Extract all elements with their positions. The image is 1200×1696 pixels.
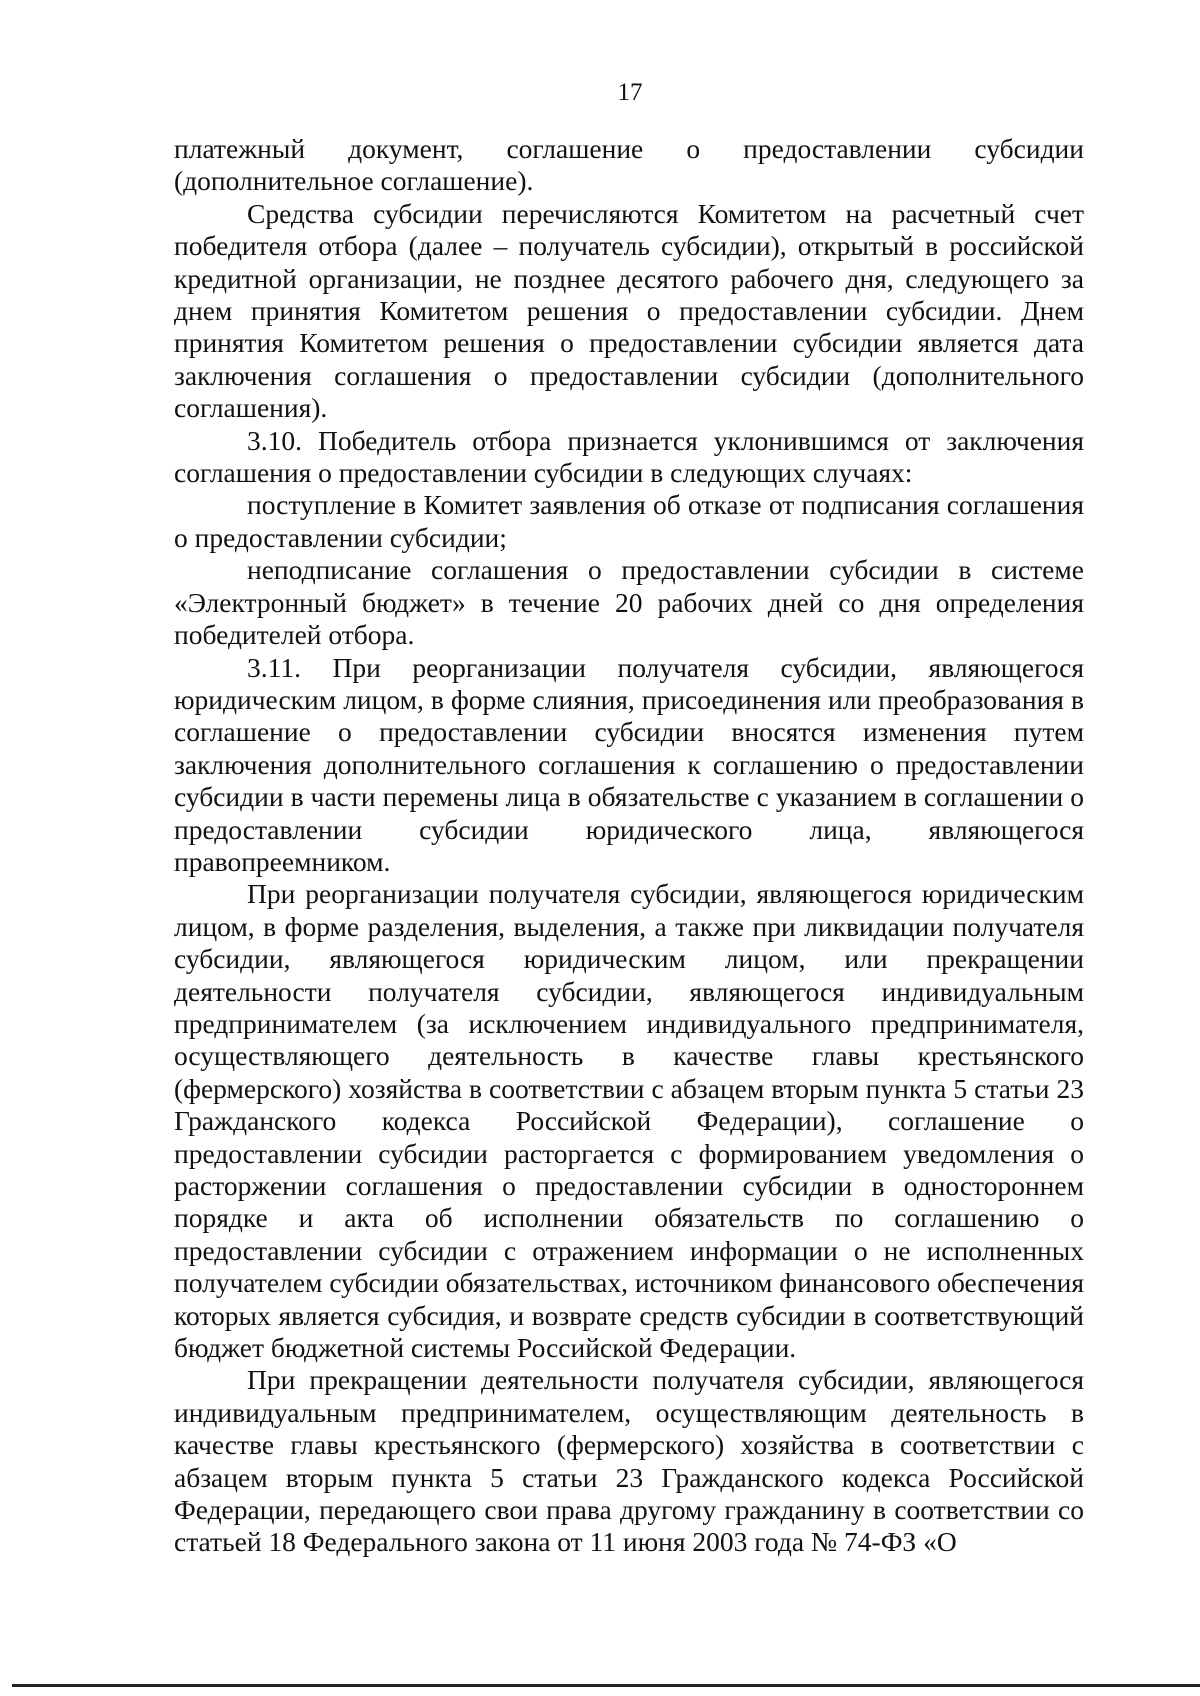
paragraph-farm-head-termination: При прекращении деятельности получателя субсидии, являющегося индивидуальным предпринимателем, осуществляющим деятельность в качестве главы крестьянского (фермерского) хозяйства в соответствии с абзацем вторым пункта 5 статьи 23 Гражданского кодекса Российской Федерации, передающего свои права другому гражданину в соответствии со статьей 18 Федерального закона от 11 июня 2003 года № 74-ФЗ «О bbox=[174, 1364, 1084, 1558]
paragraph-3-11: 3.11. При реорганизации получателя субсидии, являющегося юридическим лицом, в форме слияния, присоединения или преобразования в соглашение о предоставлении субсидии вносятся изменения путем заключения дополнительного соглашения к соглашению о предоставлении субсидии в части перемены лица в обязательстве с указанием в соглашении о предоставлении субсидии юридического лица, являющегося правопреемником. bbox=[174, 651, 1084, 877]
paragraph-reorganization-termination: При реорганизации получателя субсидии, являющегося юридическим лицом, в форме разделения, выделения, а также при ликвидации получателя субсидии, являющегося юридическим лицом, или прекращении деятельности получателя субсидии, являющегося индивидуальным предпринимателем (за исключением индивидуального предпринимателя, осуществляющего деятельность в качестве главы крестьянского (фермерского) хозяйства в соответствии с абзацем вторым пункта 5 статьи 23 Гражданского кодекса Российской Федерации), соглашение о предоставлении субсидии расторгается с формированием уведомления о расторжении соглашения о предоставлении субсидии в одностороннем порядке и акта об исполнении обязательств по соглашению о предоставлении субсидии с отражением информации о не исполненных получателем субсидии обязательствах, источником финансового обеспечения которых является субсидия, и возврате средств субсидии в соответствующий бюджет бюджетной системы Российской Федерации. bbox=[174, 878, 1084, 1364]
paragraph-refusal-case: поступление в Комитет заявления об отказе от подписания соглашения о предоставлении субсидии; bbox=[174, 489, 1084, 553]
page-number: 17 bbox=[617, 79, 643, 106]
scan-edge-line bbox=[12, 1684, 1200, 1687]
paragraph-continuation: платежный документ, соглашение о предоставлении субсидии (дополнительное соглашение). bbox=[174, 133, 1084, 197]
paragraph-3-10: 3.10. Победитель отбора признается уклонившимся от заключения соглашения о предоставлении субсидии в следующих случаях: bbox=[174, 424, 1084, 489]
document-body bbox=[174, 133, 1084, 1559]
paragraph-unsigned-case: неподписание соглашения о предоставлении субсидии в системе «Электронный бюджет» в течение 20 рабочих дней со дня определения победителей отбора. bbox=[174, 554, 1084, 651]
paragraph-subsidy-transfer: Средства субсидии перечисляются Комитетом на расчетный счет победителя отбора (далее – получатель субсидии), открытый в российской кредитной организации, не позднее десятого рабочего дня, следующего за днем принятия Комитетом решения о предоставлении субсидии. Днем принятия Комитетом решения о предоставлении субсидии является дата заключения соглашения о предоставлении субсидии (дополнительного соглашения). bbox=[174, 197, 1084, 424]
